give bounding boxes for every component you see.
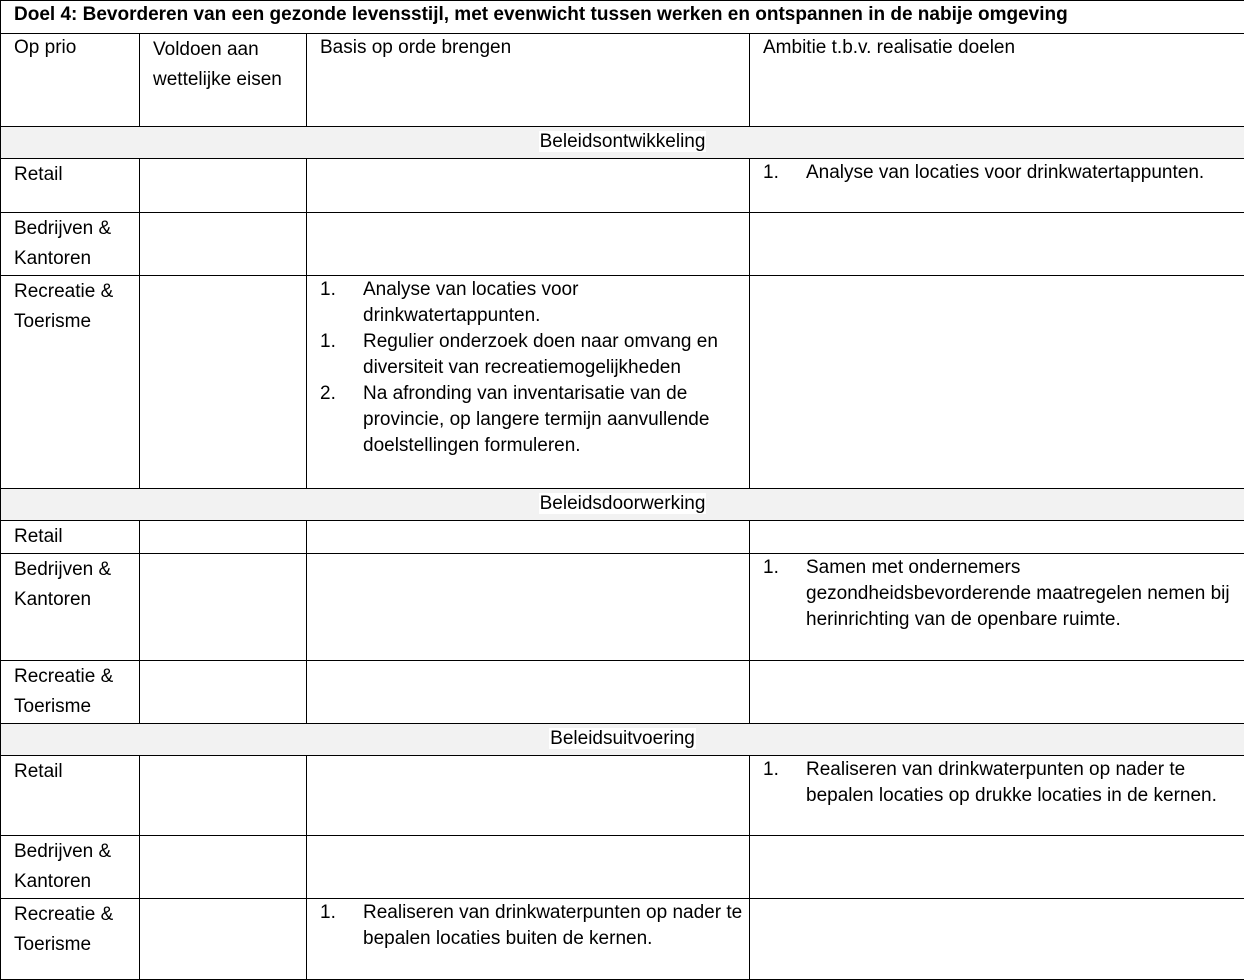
numbered-list	[320, 900, 743, 952]
table-title: Doel 4: Bevorderen van een gezonde levensstijl, met evenwicht tussen werken en ontspannen in de nabije omgeving	[1, 1, 1244, 34]
list-item	[320, 381, 743, 459]
list-item	[763, 757, 1238, 809]
table-row	[1, 554, 1244, 661]
category-cell: Bedrijven & Kantoren	[1, 836, 140, 899]
basis-op-orde-cell	[307, 159, 750, 213]
table-row	[1, 836, 1244, 899]
wettelijke-eisen-cell	[140, 899, 307, 980]
header-ambitie: Ambitie t.b.v. realisatie doelen	[750, 34, 1244, 127]
ambitie-cell	[750, 276, 1244, 489]
basis-op-orde-cell	[307, 899, 750, 980]
category-cell: Retail	[1, 756, 140, 836]
ambitie-cell	[750, 159, 1244, 213]
ambitie-cell	[750, 899, 1244, 980]
list-item-text: Samen met ondernemers gezondheidsbevorderende maatregelen nemen bij herinrichting van de openbare ruimte.	[806, 555, 1238, 633]
section-title: Beleidsontwikkeling	[539, 131, 707, 152]
list-item-text: Realiseren van drinkwaterpunten op nader te bepalen locaties op drukke locaties in de kernen.	[806, 757, 1238, 809]
basis-op-orde-cell	[307, 756, 750, 836]
wettelijke-eisen-cell	[140, 756, 307, 836]
section-title: Beleidsdoorwerking	[539, 493, 707, 514]
list-item-number: 1.	[763, 160, 806, 186]
list-item-number: 1.	[320, 900, 363, 952]
list-item-text: Analyse van locaties voor drinkwatertappunten.	[806, 160, 1238, 186]
title-row	[1, 1, 1244, 34]
category-cell: Bedrijven & Kantoren	[1, 554, 140, 661]
list-item-number: 1.	[320, 277, 363, 329]
table-row	[1, 756, 1244, 836]
header-basis-op-orde: Basis op orde brengen	[307, 34, 750, 127]
wettelijke-eisen-cell	[140, 159, 307, 213]
wettelijke-eisen-cell	[140, 661, 307, 724]
wettelijke-eisen-cell	[140, 213, 307, 276]
list-item	[763, 160, 1238, 186]
table-row	[1, 661, 1244, 724]
numbered-list	[320, 277, 743, 459]
goal-table-body	[1, 1, 1244, 980]
category-cell: Bedrijven & Kantoren	[1, 213, 140, 276]
numbered-list	[763, 555, 1238, 633]
section-cell	[1, 489, 1244, 521]
list-item	[320, 277, 743, 329]
section-title: Beleidsuitvoering	[549, 728, 696, 749]
category-cell: Retail	[1, 521, 140, 554]
section-cell	[1, 127, 1244, 159]
numbered-list	[763, 160, 1238, 186]
ambitie-cell	[750, 756, 1244, 836]
list-item-text: Analyse van locaties voor drinkwatertappunten.	[363, 277, 743, 329]
basis-op-orde-cell	[307, 836, 750, 899]
category-cell: Recreatie & Toerisme	[1, 899, 140, 980]
wettelijke-eisen-cell	[140, 554, 307, 661]
ambitie-cell	[750, 554, 1244, 661]
wettelijke-eisen-cell	[140, 836, 307, 899]
basis-op-orde-cell	[307, 521, 750, 554]
numbered-list	[763, 757, 1238, 809]
list-item-text: Regulier onderzoek doen naar omvang en diversiteit van recreatiemogelijkheden	[363, 329, 743, 381]
list-item	[763, 555, 1238, 633]
ambitie-cell	[750, 661, 1244, 724]
table-row	[1, 276, 1244, 489]
list-item-number: 1.	[763, 757, 806, 809]
ambitie-cell	[750, 836, 1244, 899]
section-cell	[1, 724, 1244, 756]
table-row	[1, 159, 1244, 213]
wettelijke-eisen-cell	[140, 276, 307, 489]
wettelijke-eisen-cell	[140, 521, 307, 554]
table-row	[1, 213, 1244, 276]
list-item-number: 1.	[320, 329, 363, 381]
list-item-text: Realiseren van drinkwaterpunten op nader te bepalen locaties buiten de kernen.	[363, 900, 743, 952]
list-item-text: Na afronding van inventarisatie van de provincie, op langere termijn aanvullende doelstellingen formuleren.	[363, 381, 743, 459]
category-cell: Retail	[1, 159, 140, 213]
list-item-number: 2.	[320, 381, 363, 459]
section-row-beleidsontwikkeling	[1, 127, 1244, 159]
ambitie-cell	[750, 213, 1244, 276]
ambitie-cell	[750, 521, 1244, 554]
table-row	[1, 521, 1244, 554]
section-row-beleidsuitvoering	[1, 724, 1244, 756]
list-item	[320, 900, 743, 952]
list-item	[320, 329, 743, 381]
header-row	[1, 34, 1244, 127]
basis-op-orde-cell	[307, 661, 750, 724]
header-wettelijke-eisen: Voldoen aan wettelijke eisen	[140, 34, 307, 127]
table-row	[1, 899, 1244, 980]
basis-op-orde-cell	[307, 213, 750, 276]
section-row-beleidsdoorwerking	[1, 489, 1244, 521]
header-op-prio: Op prio	[1, 34, 140, 127]
basis-op-orde-cell	[307, 554, 750, 661]
basis-op-orde-cell	[307, 276, 750, 489]
category-cell: Recreatie & Toerisme	[1, 276, 140, 489]
list-item-number: 1.	[763, 555, 806, 633]
category-cell: Recreatie & Toerisme	[1, 661, 140, 724]
